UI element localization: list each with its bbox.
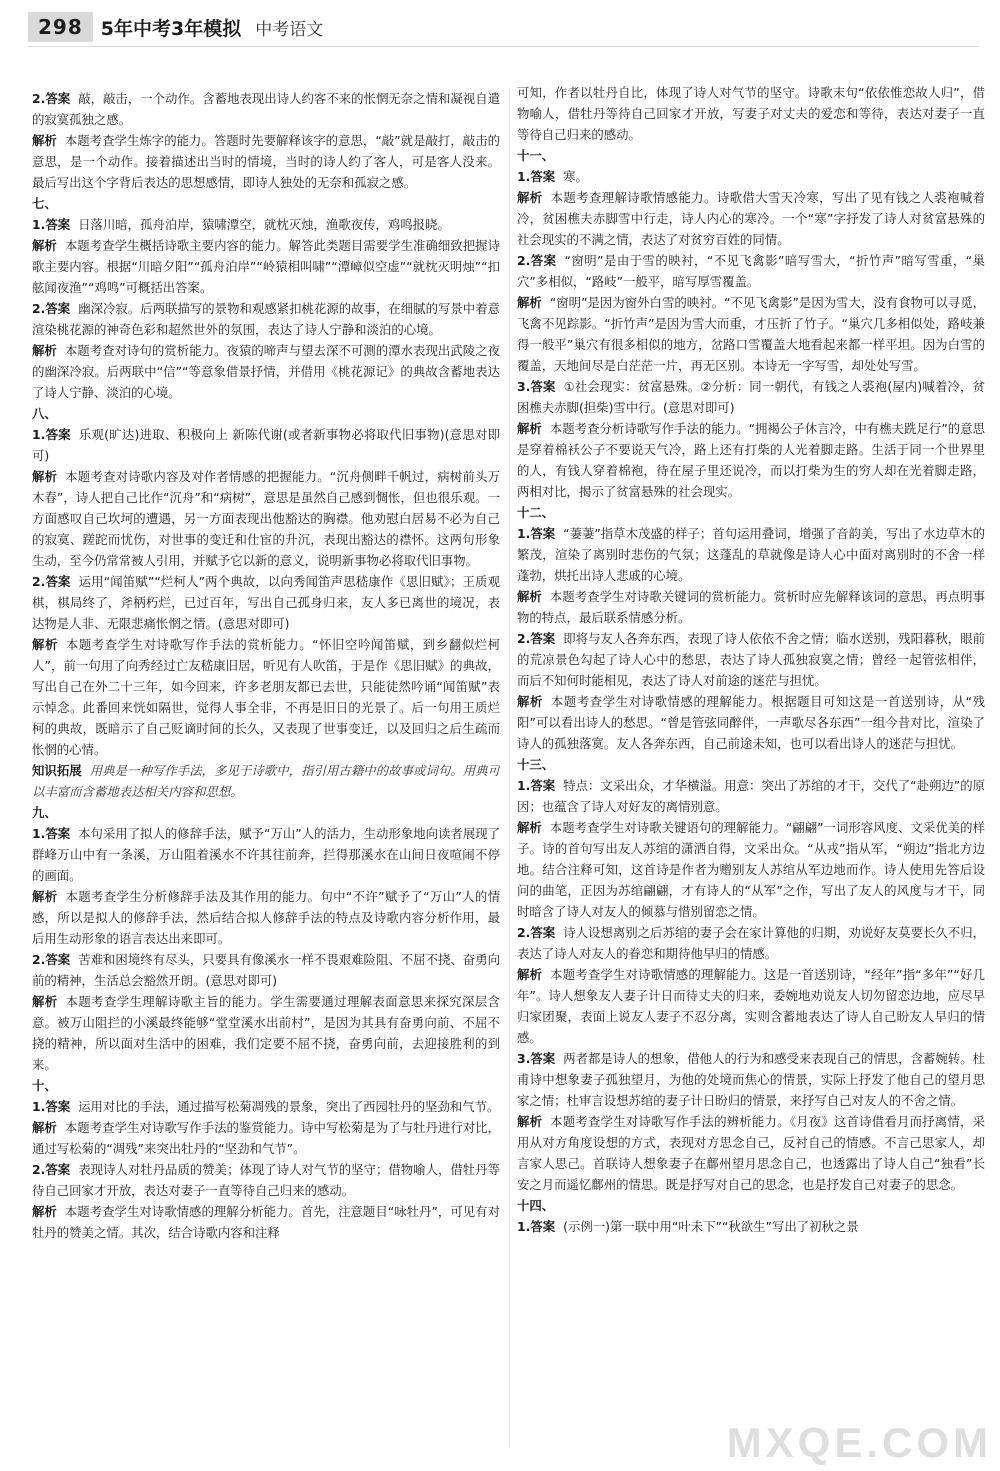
analysis-block bbox=[32, 991, 500, 1075]
analysis-block bbox=[32, 1117, 500, 1159]
block-text: 用典是一种写作手法，多见于诗歌中，指引用古籍中的故事或词句。用典可以丰富而含蓄地表达相关内容和思想。 bbox=[32, 763, 500, 799]
answer-block bbox=[32, 88, 500, 130]
watermark: MXQE.COM bbox=[726, 1419, 992, 1466]
block-label: 解析 bbox=[517, 421, 542, 436]
answer-block bbox=[517, 376, 985, 418]
block-text: 表现诗人对牡丹品质的赞美；体现了诗人对气节的坚守；借物喻人，借牡丹等待自己回家才开放，表达对妻子一直等待自己归来的感动。 bbox=[32, 1162, 500, 1198]
analysis-block bbox=[32, 886, 500, 949]
analysis-block bbox=[32, 340, 500, 403]
block-label: 答案 bbox=[45, 1099, 71, 1114]
question-number: 1. bbox=[32, 1099, 46, 1114]
block-text: 本题考查对诗歌内容及对作者情感的把握能力。“沉舟侧畔千帆过，病树前头万木春”，诗人把自己比作“沉舟”和“病树”，意思是虽然自己感到惆怅，但也很乐观。一方面感叹自己坎坷的遭遇，另一方面表现出他豁达的胸襟。他劝慰白居易不必为自己的寂寞、蹉跎而忧伤，对世事的变迁和仕宦的升沉，表现出豁达的襟怀。这两句形象生动，至今仍常常被人引用，并赋予它以新的意义，说明新事物必将取代旧事物。 bbox=[32, 469, 500, 568]
section-heading: 十三、 bbox=[517, 757, 555, 772]
subject-label: 中考语文 bbox=[255, 19, 324, 40]
left-column bbox=[32, 88, 500, 1468]
block-text: 可知，作者以牡丹自比，体现了诗人对气节的坚守。诗歌末句“依依惟恋故人归”，借物喻人，借牡丹等待自己回家才开放，写妻子对丈夫的爱恋和等待，表达对妻子一直等待自己归来的感动。 bbox=[517, 85, 985, 142]
analysis-block bbox=[32, 130, 500, 193]
page-number: 298 bbox=[28, 12, 93, 42]
question-number: 2. bbox=[32, 91, 46, 106]
block-text: 本题考查学生对诗歌情感的理解分析能力。首先，注意题目“咏牡丹”，可见有对牡丹的赞美之情。其次，结合诗歌内容和注释 bbox=[32, 1204, 500, 1240]
block-label: 解析 bbox=[32, 637, 58, 652]
analysis-block bbox=[517, 292, 985, 376]
answer-block bbox=[32, 949, 500, 991]
block-label: 解析 bbox=[517, 589, 542, 604]
answer-block bbox=[32, 1159, 500, 1201]
block-label: 解析 bbox=[517, 820, 542, 835]
block-label: 知识拓展 bbox=[32, 763, 82, 778]
block-label: 答案 bbox=[45, 826, 71, 841]
block-text: ①社会现实：贫富悬殊。②分析：同一朝代，有钱之人裘袍(屋内)喊着冷，贫困樵夫赤脚(担柴)雪中行。(意思对即可) bbox=[517, 379, 985, 415]
block-text: 本句采用了拟人的修辞手法，赋予“万山”人的活力，生动形象地向读者展现了群峰万山中有一条溪，万山阻着溪水不许其往前奔，拦得那溪水在山间日夜喧闹不停的画面。 bbox=[32, 826, 500, 883]
block-text: 本题考查学生对诗歌关键语句的理解能力。“翩翩”一词形容风度、文采优美的样子。诗的首句写出友人苏绾的潇洒自得，文采出众。“从戎”指从军，“朔边”指北方边地。结合注释可知，这首诗是作者为赠别友人苏绾从军边地而作。诗人使用先答后设问的曲笔，正因为苏绾翩翩，才有诗人的“从军”之作，写出了友人的风度与才干，同时暗含了诗人对友人的倾慕与惜别留恋之情。 bbox=[517, 820, 985, 919]
section-heading: 九、 bbox=[32, 805, 57, 820]
block-label: 解析 bbox=[32, 238, 57, 253]
question-number: 1. bbox=[32, 217, 46, 232]
question-number: 2. bbox=[32, 952, 46, 967]
answer-block bbox=[32, 424, 500, 466]
column-divider bbox=[509, 88, 510, 1448]
answer-block bbox=[517, 166, 985, 187]
answer-block bbox=[32, 823, 500, 886]
block-text: 本题考查学生对诗歌写作手法的赏析能力。“怀旧空吟闻笛赋，到乡翻似烂柯人”，前一句用了向秀经过亡友嵇康旧居，听见有人吹笛，于是作《思旧赋》的典故，写出自己在外二十三年，如今回来，许多老朋友都已去世，只能徒然吟诵“闻笛赋”表示悼念。此番回来恍如隔世，觉得人事全非，不再是旧日的光景了。后一句用王质烂柯的典故，既暗示了自己贬谪时间的长久，又表现了世事变迁，以及回归之后生疏而怅惘的心情。 bbox=[32, 637, 500, 757]
block-label: 答案 bbox=[45, 301, 71, 316]
block-text: 两者都是诗人的想象，借他人的行为和感受来表现自己的情思，含蓄婉转。杜甫诗中想象妻子孤独望月，为他的处境而焦心的情景，实际上抒发了他自己的望月思家之情；杜审言设想苏绾的妻子计日盼归的情景，来抒写自己对友人的不舍之情。 bbox=[517, 1051, 985, 1108]
analysis-block bbox=[32, 1201, 500, 1243]
question-number: 1. bbox=[517, 526, 531, 541]
block-label: 解析 bbox=[32, 1120, 57, 1135]
answer-block bbox=[517, 1048, 985, 1111]
block-label: 解析 bbox=[32, 343, 57, 358]
question-number: 2. bbox=[32, 301, 46, 316]
block-label: 答案 bbox=[530, 1219, 556, 1234]
block-label: 答案 bbox=[530, 778, 556, 793]
question-number: 1. bbox=[517, 1219, 531, 1234]
section-heading: 十一、 bbox=[517, 148, 555, 163]
question-number: 3. bbox=[517, 379, 531, 394]
block-label: 答案 bbox=[530, 631, 556, 646]
block-text: 本题考查对诗句的赏析能力。夜猿的啼声与望去深不可测的潭水表现出武陵之夜的幽深冷寂。后两联中“信”“等意象借景抒情，并借用《桃花源记》的典故含蓄地表达了诗人宁静、淡泊的心境。 bbox=[32, 343, 500, 400]
answer-block bbox=[517, 775, 985, 817]
block-label: 解析 bbox=[517, 1114, 543, 1129]
block-label: 答案 bbox=[45, 1162, 71, 1177]
block-text: 诗人设想离别之后苏绾的妻子会在家计算他的归期，劝说好友莫要长久不归，表达了诗人对友人的眷恋和期待他早归的情感。 bbox=[517, 925, 985, 961]
block-text: 运用“闻笛赋”“烂柯人”两个典故，以向秀闻笛声思嵇康作《思旧赋》；王质观棋，棋局终了，斧柄朽烂，已过百年，写出自己孤身归来，友人多已离世的境况，表达物是人非、无限悲痛怅惘之情。(意思对即可) bbox=[32, 574, 500, 631]
question-number: 1. bbox=[517, 169, 531, 184]
block-text: 本题考查学生炼字的能力。答题时先要解释该字的意思，“敲”就是敲打，敲击的意思，是一个动作。接着描述出当时的情境，当时的诗人约了客人，可是客人没来。最后写出这个字背后表达的思想感情，即诗人独处的无奈和孤寂之感。 bbox=[32, 133, 500, 190]
block-text: 本题考查学生理解诗歌主旨的能力。学生需要通过理解表面意思来探究深层含意。被万山阻拦的小溪最终能够“堂堂溪水出前村”，是因为其具有奋勇向前、不屈不挠的精神，所以面对生活中的困难，我们定要不屈不挠，奋勇向前，去迎接胜利的到来。 bbox=[32, 994, 500, 1072]
answer-block bbox=[517, 628, 985, 691]
block-text: 幽深冷寂。后两联描写的景物和观感紧扣桃花源的故事，在细腻的写景中着意渲染桃花源的神奇色彩和超然世外的氛围，表达了诗人宁静和淡泊的心境。 bbox=[32, 301, 500, 337]
block-text: 苦难和困境终有尽头，只要具有像溪水一样不畏艰难险阻、不屈不挠、奋勇向前的精神，生活总会豁然开朗。(意思对即可) bbox=[32, 952, 500, 988]
question-number: 1. bbox=[517, 778, 531, 793]
answer-block bbox=[32, 298, 500, 340]
section-heading: 七、 bbox=[32, 196, 57, 211]
block-label: 答案 bbox=[530, 1051, 556, 1066]
block-text: 本题考查理解诗歌情感能力。诗歌借大雪天冷寒，写出了见有钱之人裘袍喊着冷，贫困樵夫赤脚雪中行走，诗人内心的寒冷。一个“寒”字抒发了诗人对贫富悬殊的社会现实的不满之情，表达了对贫穷百姓的同情。 bbox=[517, 190, 985, 247]
block-label: 答案 bbox=[45, 574, 71, 589]
question-number: 2. bbox=[517, 631, 531, 646]
block-text: 本题考查分析诗歌写作手法的能力。“拥褐公子休言冷，中有樵夫跣足行”的意思是穿着棉袄公子不要说天气冷，路上还有打柴的人光着脚走路。生活于同一个世界里的人，有钱人穿着棉袍，待在屋子里还说冷，而以打柴为生的穷人却在光着脚走路，两相对比，揭示了贫富悬殊的社会现实。 bbox=[517, 421, 985, 499]
answer-block bbox=[32, 1096, 500, 1117]
block-text: 本题考查学生对诗歌情感的理解能力。根据题目可知这是一首送别诗，从“残阳”可以看出诗人的愁思。“曾是管弦同醉伴，一声歌尽各东西”一组今昔对比，渲染了诗人的孤独落寞。友人各奔东西，自己前途未知，也可以看出诗人的迷茫与担忧。 bbox=[517, 694, 985, 751]
question-number: 1. bbox=[32, 826, 46, 841]
answer-block bbox=[517, 1216, 985, 1237]
section-heading: 八、 bbox=[32, 406, 57, 421]
block-label: 解析 bbox=[32, 1204, 57, 1219]
block-label: 答案 bbox=[530, 379, 556, 394]
block-label: 解析 bbox=[517, 694, 543, 709]
analysis-block bbox=[517, 964, 985, 1048]
question-number: 2. bbox=[32, 574, 46, 589]
block-text: 本题考查学生分析修辞手法及其作用的能力。句中“不许”赋予了“万山”人的情感，所以是拟人的修辞手法，然后结合拟人修辞手法的特点及诗歌内容分析作用，最后用生动形象的语言表达出来即可。 bbox=[32, 889, 500, 946]
analysis-block bbox=[517, 1111, 985, 1195]
analysis-block bbox=[32, 235, 500, 298]
block-text: “窗明”是由于雪的映衬，“不见飞禽影”暗写雪大，“折竹声”暗写雪重，“巢穴”多相似，“路岐”一般平，暗写厚雪覆盖。 bbox=[517, 253, 985, 289]
question-number: 2. bbox=[517, 925, 531, 940]
analysis-block bbox=[32, 760, 500, 802]
section-heading: 十四、 bbox=[517, 1198, 555, 1213]
block-text: 本题考查学生对诗歌写作手法的辨析能力。《月夜》这首诗借看月而抒离情，采用从对方角度设想的方式，表现对方思念自己，反衬自己的情感。不言己思家人，却言家人思己。首联诗人想象妻子在鄜州望月思念自己，也透露出了诗人自己“独看”长安之月而遥忆鄜州的情思。既是抒写对自己的思念，也是抒发自己对妻子的思念。 bbox=[517, 1114, 985, 1192]
section-heading: 十、 bbox=[32, 1078, 57, 1093]
question-number: 1. bbox=[32, 427, 46, 442]
answer-block bbox=[517, 250, 985, 292]
block-label: 答案 bbox=[45, 952, 71, 967]
block-text: 本题考查学生对诗歌情感的理解能力。这是一首送别诗，“经年”指“多年”“好几年”。诗人想象友人妻子计日而待丈夫的归来，委婉地劝说友人切勿留恋边地，应尽早归家团聚，表面上说友人妻子不忍分离，实则含蓄地表达了诗人自己盼友人早归的情感。 bbox=[517, 967, 985, 1045]
answer-block bbox=[517, 922, 985, 964]
block-text: 乐观(旷达)进取、积极向上 新陈代谢(或者新事物必将取代旧事物)(意思对即可) bbox=[32, 427, 500, 463]
analysis-block bbox=[517, 817, 985, 922]
block-text: (示例一)第一联中用“叶未下”“秋欲生”写出了初秋之景 bbox=[563, 1219, 859, 1234]
block-text: 本题考查学生对诗歌写作手法的鉴赏能力。诗中写松菊是为了与牡丹进行对比，通过写松菊的“凋残”来突出牡丹的“坚劲和气节”。 bbox=[32, 1120, 500, 1156]
block-label: 解析 bbox=[517, 190, 543, 205]
section-heading: 十二、 bbox=[517, 505, 555, 520]
block-label: 解析 bbox=[517, 967, 543, 982]
block-label: 解析 bbox=[32, 994, 58, 1009]
answer-block bbox=[32, 571, 500, 634]
block-label: 答案 bbox=[530, 253, 557, 268]
analysis-block bbox=[517, 418, 985, 502]
block-label: 答案 bbox=[530, 925, 556, 940]
block-text: 特点：文采出众，才华横溢。用意：突出了苏绾的才干，交代了“赴朔边”的原因；也蕴含了诗人对好友的离情别意。 bbox=[517, 778, 985, 814]
block-text: 寒。 bbox=[563, 169, 588, 184]
block-text: “萋萋”指草木茂盛的样子；首句运用叠词，增强了音韵美，写出了水边草木的繁茂，渲染了离别时悲伤的气氛；这蓬乱的草就像是诗人心中面对离别时的不舍一样蓬勃，烘托出诗人悲戚的心境。 bbox=[517, 526, 985, 583]
block-text: “窗明”是因为窗外白雪的映衬。“不见飞禽影”是因为雪大，没有食物可以寻觅，飞禽不见踪影。“折竹声”是因为雪大而重，才压折了竹子。“巢穴几多相似处，路岐兼得一般平”巢穴有很多相似的地方，岔路口雪覆盖大地看起来都一样平坦。因为白雪的覆盖，天地间尽是白茫茫一片，再无区别。本诗无一字写雪，却处处写雪。 bbox=[517, 295, 985, 373]
block-text: 本题考查学生对诗歌关键词的赏析能力。赏析时应先解释该词的意思，再点明事物的特点，最后联系情感分析。 bbox=[517, 589, 985, 625]
question-number: 2. bbox=[32, 1162, 46, 1177]
analysis-block bbox=[32, 634, 500, 760]
analysis-block bbox=[517, 82, 985, 145]
block-text: 即将与友人各奔东西，表现了诗人依依不舍之情；临水送别，残阳暮秋，眼前的荒凉景色勾起了诗人心中的愁思，表达了诗人孤独寂寞之情；曾经一起管弦相伴，而后不知何时能相见，表达了诗人对前途的迷茫与担忧。 bbox=[517, 631, 985, 688]
right-column bbox=[517, 82, 985, 1462]
block-text: 日落川暗，孤舟泊岸，猿啸潭空，就枕灭烛，渔歌夜传，鸡鸣报晓。 bbox=[78, 217, 450, 232]
block-text: 运用对比的手法，通过描写松菊凋残的景象，突出了西园牡丹的坚劲和气节。 bbox=[78, 1099, 500, 1114]
question-number: 2. bbox=[517, 253, 531, 268]
block-text: 本题考查学生概括诗歌主要内容的能力。解答此类题目需要学生准确细致把握诗歌主要内容。根据“川暗夕阳”“孤舟泊岸”“岭猿相叫啸”“潭嶂似空虚”“就枕灭明烛”“扣舷闻夜渔”“鸡鸣”可概括出答案。 bbox=[32, 238, 500, 295]
book-title: 5年中考3年模拟 bbox=[100, 17, 242, 40]
block-label: 答案 bbox=[45, 427, 71, 442]
block-label: 答案 bbox=[45, 91, 71, 106]
block-label: 解析 bbox=[32, 469, 58, 484]
analysis-block bbox=[32, 466, 500, 571]
analysis-block bbox=[517, 187, 985, 250]
block-label: 答案 bbox=[530, 169, 556, 184]
answer-block bbox=[32, 214, 500, 235]
question-number: 3. bbox=[517, 1051, 531, 1066]
page-header bbox=[28, 8, 978, 47]
analysis-block bbox=[517, 691, 985, 754]
block-text: 敲，敲击，一个动作。含蓄地表现出诗人约客不来的怅惘无奈之情和凝视自遣的寂寞孤独之感。 bbox=[32, 91, 500, 127]
block-label: 答案 bbox=[45, 217, 71, 232]
block-label: 解析 bbox=[32, 889, 58, 904]
block-label: 答案 bbox=[530, 526, 556, 541]
block-label: 解析 bbox=[32, 133, 57, 148]
analysis-block bbox=[517, 586, 985, 628]
answer-block bbox=[517, 523, 985, 586]
block-label: 解析 bbox=[517, 295, 542, 310]
